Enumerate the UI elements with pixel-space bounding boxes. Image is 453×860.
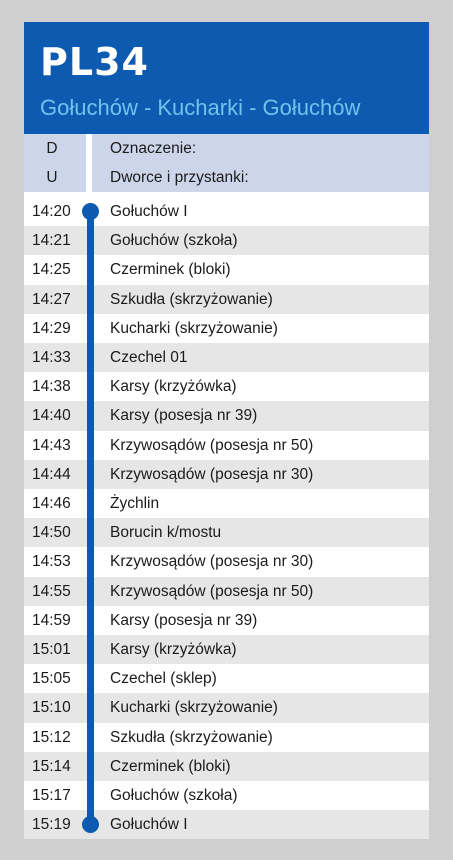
- stop-row: [24, 635, 429, 664]
- stop-name: Gołuchów (szkoła): [110, 787, 238, 804]
- stop-name: Karsy (posesja nr 39): [110, 611, 258, 629]
- stop-row: [24, 664, 429, 693]
- stop-row: [24, 314, 429, 343]
- start-stop-dot-icon: [82, 203, 99, 220]
- departure-time: 14:40: [32, 407, 71, 425]
- departure-time: 15:14: [32, 757, 71, 775]
- departure-time: 14:38: [32, 378, 71, 396]
- stop-name: Borucin k/mostu: [110, 524, 222, 542]
- stop-row: [24, 255, 429, 284]
- timetable-header: [24, 22, 429, 134]
- departure-time: 15:10: [32, 699, 71, 717]
- stop-name: Karsy (posesja nr 39): [110, 407, 258, 425]
- departure-time: 14:44: [32, 465, 71, 483]
- departure-time: 15:17: [32, 787, 71, 804]
- stop-name: Czerminek (bloki): [110, 261, 231, 279]
- departure-time: 14:29: [32, 319, 71, 337]
- stop-name: Krzywosądów (posesja nr 30): [110, 553, 314, 571]
- route-track-line: [87, 212, 94, 825]
- route-name: Gołuchów - Kucharki - Gołuchów: [40, 95, 361, 120]
- stop-name: Czechel 01: [110, 349, 188, 366]
- departure-time: 14:46: [32, 495, 71, 512]
- departure-time: 14:43: [32, 436, 71, 454]
- stop-row: [24, 577, 429, 606]
- departure-time: 15:19: [32, 816, 71, 834]
- stop-name: Gołuchów I: [110, 203, 188, 220]
- departure-time: 14:33: [32, 349, 71, 366]
- stop-name: Karsy (krzyżówka): [110, 378, 237, 396]
- departure-time: 14:27: [32, 290, 71, 308]
- stop-row: [24, 431, 429, 460]
- stop-row: [24, 606, 429, 635]
- stop-row: [24, 343, 429, 372]
- legend-row-stations: [24, 163, 429, 192]
- departure-time: 14:50: [32, 524, 71, 542]
- stop-name: Gołuchów I: [110, 816, 188, 834]
- departure-time: 14:21: [32, 232, 71, 250]
- stop-name: Czechel (sklep): [110, 670, 217, 688]
- stop-name: Szkudła (skrzyżowanie): [110, 290, 273, 308]
- stop-row: [24, 518, 429, 547]
- stop-name: Krzywosądów (posesja nr 30): [110, 465, 314, 483]
- stop-name: Kucharki (skrzyżowanie): [110, 319, 278, 337]
- stop-name: Karsy (krzyżówka): [110, 641, 237, 658]
- legend-separator: [86, 134, 92, 192]
- departure-time: 14:53: [32, 553, 71, 571]
- legend-code: U: [46, 169, 58, 186]
- timetable-card: [24, 22, 429, 836]
- departure-time: 15:01: [32, 641, 71, 658]
- legend-code: D: [46, 140, 58, 157]
- stop-row: [24, 460, 429, 489]
- line-number: PL34: [40, 40, 149, 84]
- departure-time: 14:20: [32, 203, 71, 220]
- stop-row: [24, 752, 429, 781]
- stop-name: Krzywosądów (posesja nr 50): [110, 582, 314, 600]
- stop-row: [24, 781, 429, 810]
- stop-row: [24, 285, 429, 314]
- departure-time: 14:25: [32, 261, 71, 279]
- legend-text: Dworce i przystanki:: [110, 169, 249, 186]
- departure-time: 15:05: [32, 670, 71, 688]
- stop-row: [24, 723, 429, 752]
- stop-row: [24, 226, 429, 255]
- stop-name: Gołuchów (szkoła): [110, 232, 238, 250]
- stop-row: [24, 547, 429, 576]
- departure-time: 15:12: [32, 728, 71, 746]
- legend-row-designation: [24, 134, 429, 163]
- stop-row: [24, 401, 429, 430]
- stop-name: Krzywosądów (posesja nr 50): [110, 436, 314, 454]
- stop-row: [24, 693, 429, 722]
- stop-name: Żychlin: [110, 495, 160, 512]
- stop-row: [24, 489, 429, 518]
- stop-row: [24, 372, 429, 401]
- legend: [24, 134, 429, 192]
- departure-time: 14:55: [32, 582, 71, 600]
- legend-text: Oznaczenie:: [110, 140, 197, 157]
- stop-name: Czerminek (bloki): [110, 757, 231, 775]
- stop-name: Szkudła (skrzyżowanie): [110, 728, 273, 746]
- departure-time: 14:59: [32, 611, 71, 629]
- stop-name: Kucharki (skrzyżowanie): [110, 699, 278, 717]
